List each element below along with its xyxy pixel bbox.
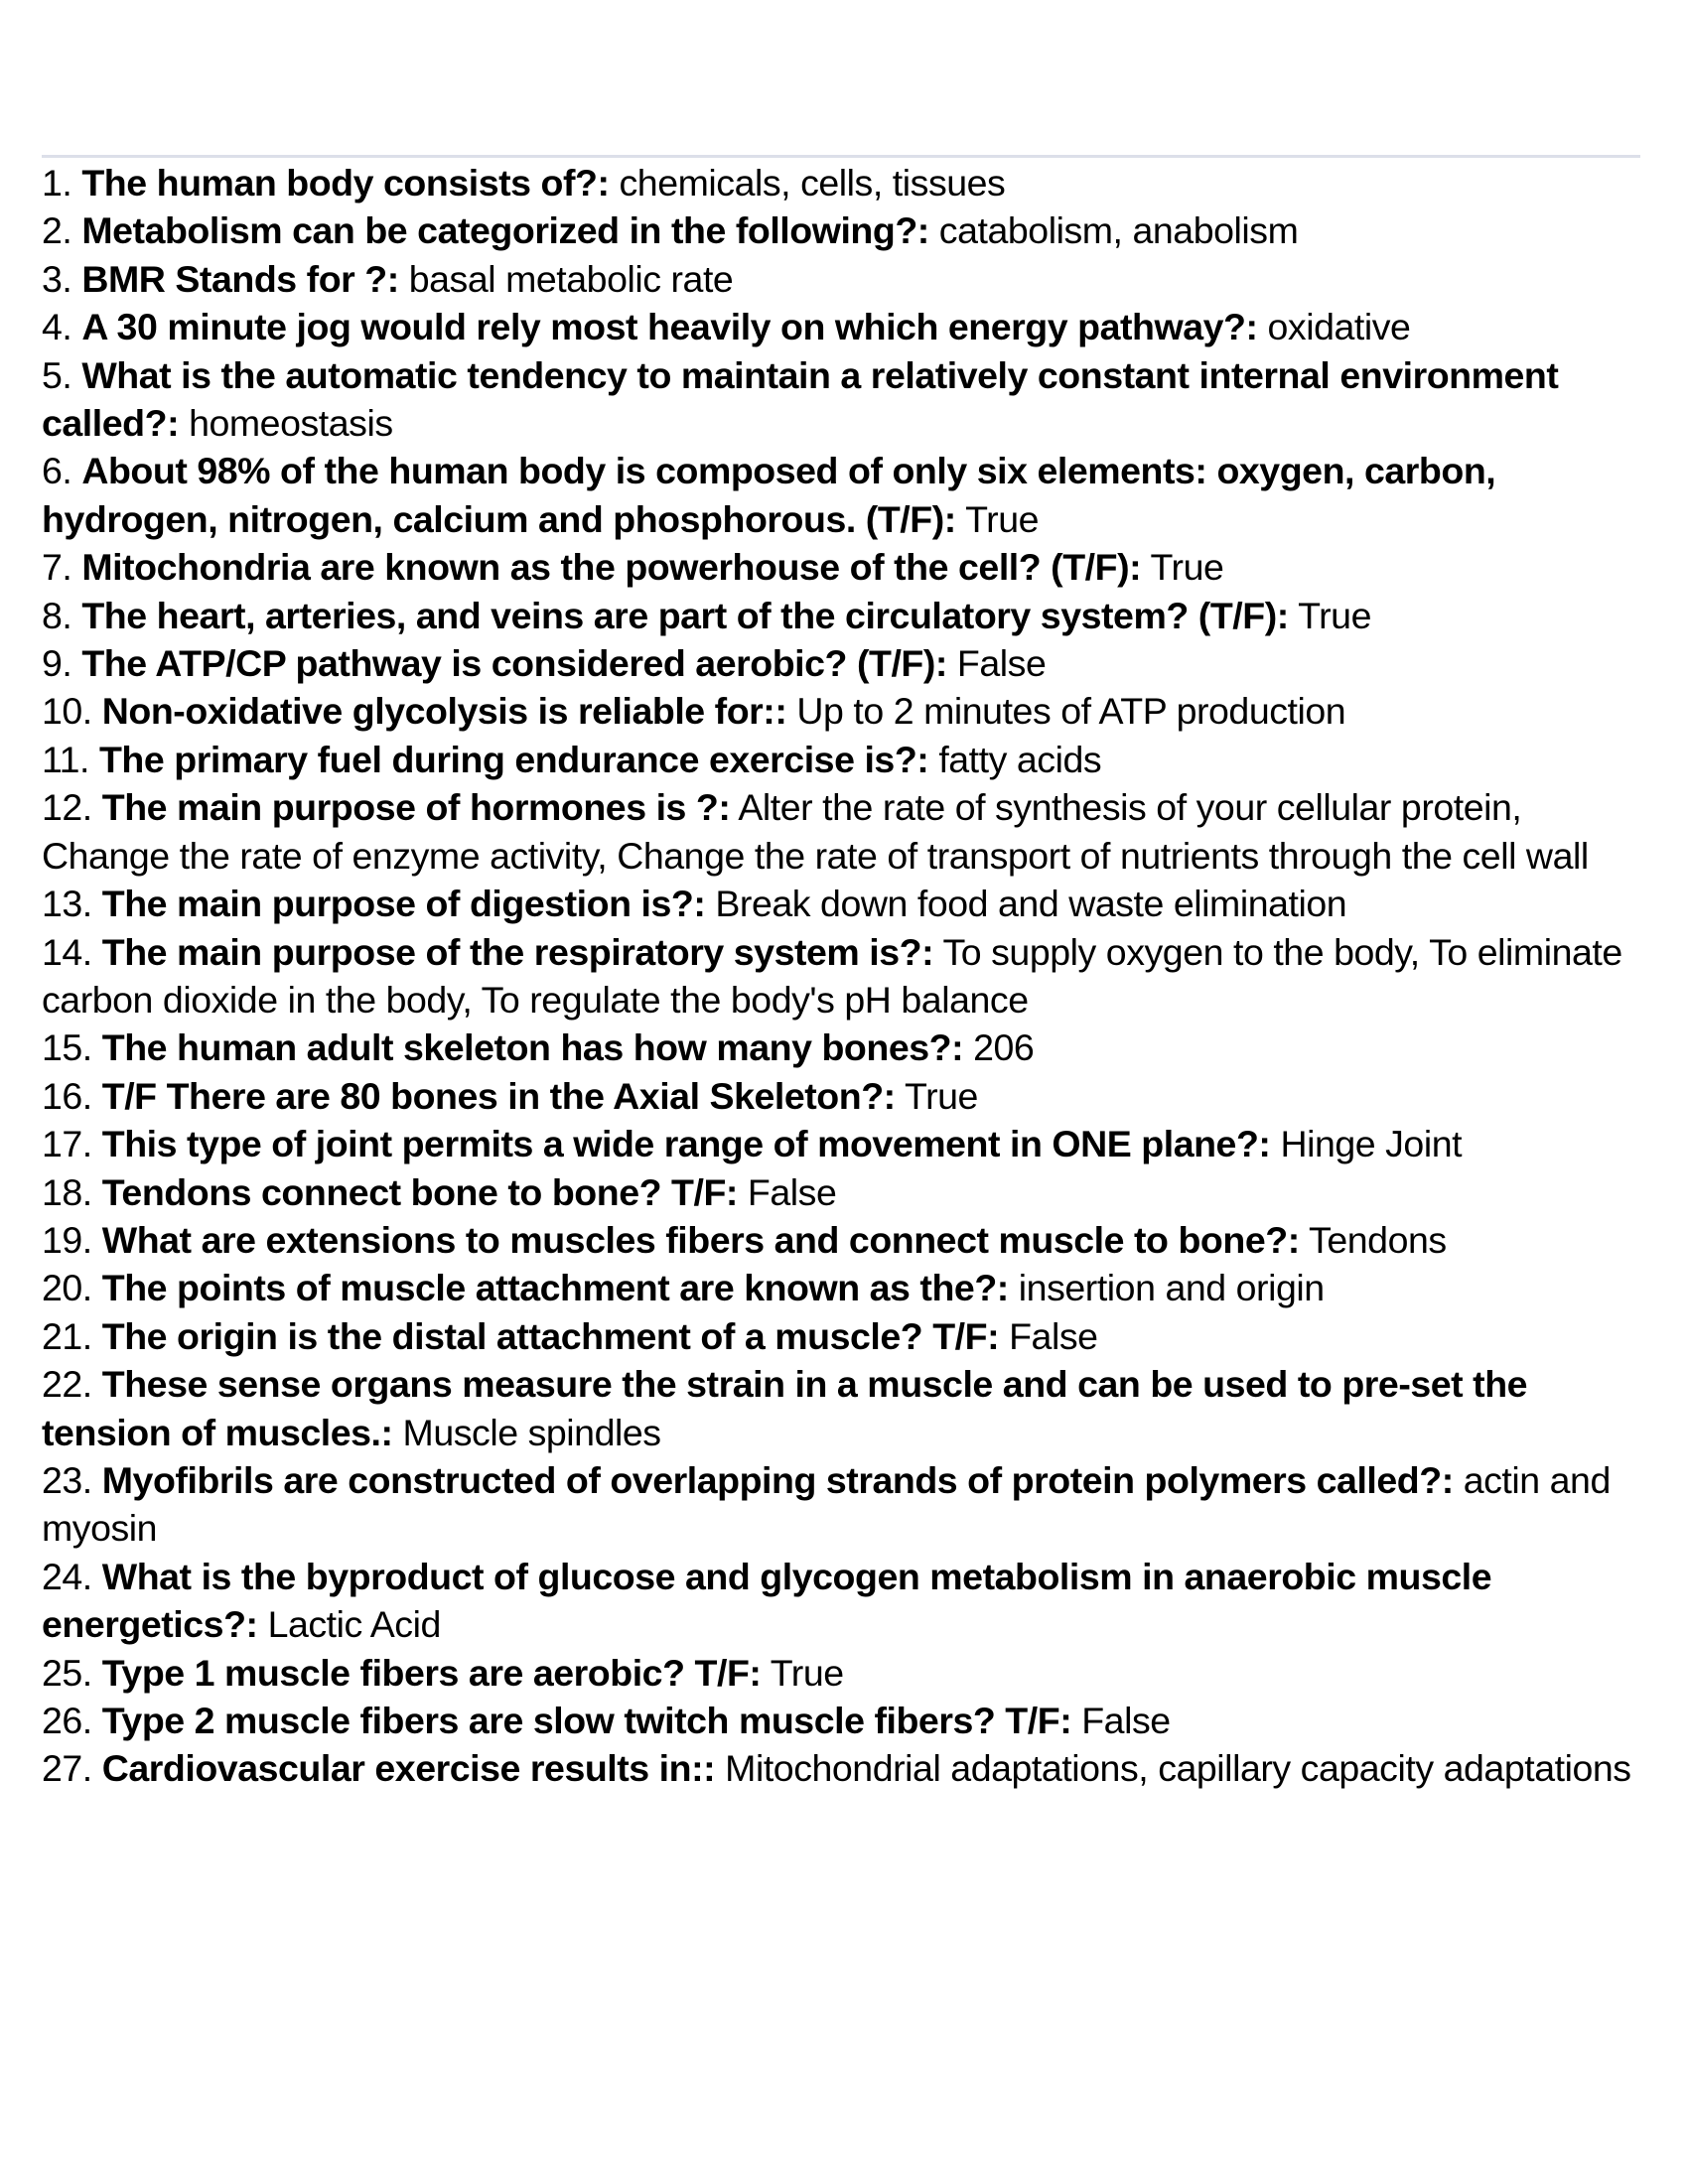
item-number: 13. — [42, 883, 92, 925]
item-number: 20. — [42, 1267, 92, 1309]
question-text: Type 1 muscle fibers are aerobic? T/F: — [101, 1651, 762, 1694]
list-item — [42, 1456, 1642, 1553]
question-text: The main purpose of digestion is?: — [101, 883, 706, 925]
list-item — [42, 1264, 1642, 1311]
list-item — [42, 1312, 1642, 1360]
question-text: The ATP/CP pathway is considered aerobic? (T/F): — [81, 642, 947, 685]
item-number: 2. — [42, 209, 72, 252]
item-number: 9. — [42, 642, 72, 685]
list-item — [42, 1024, 1642, 1071]
answer-text: 206 — [973, 1026, 1035, 1069]
answer-text: False — [956, 642, 1047, 685]
answer-text: True — [905, 1074, 978, 1117]
list-item — [42, 1168, 1642, 1216]
question-text: A 30 minute jog would rely most heavily on which energy pathway?: — [81, 306, 1258, 348]
answer-text: Alter the rate of synthesis of your cellular protein, Change the rate of enzyme activity, Change the rate of transport of nutrients through the cell wall — [42, 786, 1589, 877]
item-number: 23. — [42, 1458, 92, 1501]
answer-text: True — [965, 497, 1040, 540]
question-text: About 98% of the human body is composed of only six elements: oxygen, carbon, hydrogen, nitrogen, calcium and phosphorous. (T/F): — [42, 450, 1496, 540]
item-number: 7. — [42, 546, 72, 589]
list-item — [42, 303, 1642, 350]
item-number: 11. — [42, 738, 89, 780]
list-item — [42, 159, 1642, 206]
answer-text: True — [1150, 546, 1224, 589]
item-number: 24. — [42, 1555, 92, 1597]
item-number: 6. — [42, 450, 72, 492]
question-text: The primary fuel during endurance exercise is?: — [98, 738, 929, 780]
item-number: 4. — [42, 306, 72, 348]
question-text: Tendons connect bone to bone? T/F: — [101, 1170, 738, 1213]
item-number: 10. — [42, 690, 92, 733]
question-text: The main purpose of the respiratory system is?: — [101, 930, 934, 973]
question-text: This type of joint permits a wide range of movement in ONE plane?: — [101, 1123, 1271, 1165]
item-number: 14. — [42, 930, 92, 973]
item-number: 18. — [42, 1170, 92, 1213]
list-item — [42, 1120, 1642, 1167]
answer-text: True — [770, 1651, 844, 1694]
list-item — [42, 206, 1642, 254]
question-text: The main purpose of hormones is ?: — [101, 786, 731, 829]
item-number: 8. — [42, 594, 72, 636]
list-item — [42, 687, 1642, 735]
item-number: 17. — [42, 1123, 92, 1165]
item-number: 25. — [42, 1651, 92, 1694]
answer-text: insertion and origin — [1018, 1267, 1325, 1309]
answer-text: False — [1081, 1700, 1171, 1741]
item-number: 15. — [42, 1026, 92, 1069]
list-item — [42, 1216, 1642, 1264]
question-text: These sense organs measure the strain in a muscle and can be used to pre-set the tension of muscles.: — [42, 1363, 1528, 1453]
question-text: BMR Stands for ?: — [81, 257, 399, 300]
item-number: 1. — [42, 162, 72, 204]
question-text: The origin is the distal attachment of a muscle? T/F: — [101, 1314, 1000, 1357]
answer-text: basal metabolic rate — [408, 257, 734, 300]
question-text: Cardiovascular exercise results in:: — [101, 1747, 716, 1790]
question-text: The heart, arteries, and veins are part of the circulatory system? (T/F): — [81, 594, 1289, 636]
question-text: The human body consists of?: — [81, 162, 610, 204]
list-item — [42, 592, 1642, 639]
list-item — [42, 928, 1642, 1024]
list-item — [42, 1360, 1642, 1456]
answer-text: Hinge Joint — [1280, 1123, 1463, 1165]
answer-text: Mitochondrial adaptations, capillary capacity adaptations — [725, 1747, 1631, 1790]
question-text: Type 2 muscle fibers are slow twitch muscle fibers? T/F: — [101, 1700, 1072, 1741]
list-item — [42, 1744, 1642, 1792]
question-text: Non-oxidative glycolysis is reliable for:: — [101, 690, 787, 733]
item-number: 26. — [42, 1700, 92, 1741]
answer-text: True — [1298, 594, 1371, 636]
answer-text: chemicals, cells, tissues — [619, 162, 1006, 204]
item-number: 3. — [42, 257, 72, 300]
item-number: 16. — [42, 1074, 92, 1117]
question-text: What are extensions to muscles fibers and connect muscle to bone?: — [101, 1218, 1300, 1261]
flashcard-list — [42, 159, 1642, 1793]
list-item — [42, 1072, 1642, 1120]
answer-text: fatty acids — [938, 738, 1102, 780]
item-number: 27. — [42, 1747, 92, 1790]
answer-text: Break down food and waste elimination — [715, 883, 1347, 925]
answer-text: Lactic Acid — [267, 1603, 441, 1646]
question-text: Myofibrils are constructed of overlapping strands of protein polymers called?: — [101, 1458, 1454, 1501]
answer-text: Up to 2 minutes of ATP production — [796, 690, 1346, 733]
question-text: What is the automatic tendency to maintain a relatively constant internal environment called?: — [42, 353, 1559, 445]
question-text: What is the byproduct of glucose and glycogen metabolism in anaerobic muscle energetics?: — [42, 1555, 1492, 1646]
item-number: 12. — [42, 786, 92, 829]
question-text: The points of muscle attachment are known as the?: — [101, 1267, 1009, 1309]
list-item — [42, 255, 1642, 303]
list-item — [42, 880, 1642, 927]
question-text: Mitochondria are known as the powerhouse of the cell? (T/F): — [81, 546, 1142, 589]
item-number: 21. — [42, 1314, 92, 1357]
list-item — [42, 639, 1642, 687]
answer-text: oxidative — [1267, 306, 1411, 348]
answer-text: catabolism, anabolism — [938, 209, 1299, 252]
answer-text: To supply oxygen to the body, To eliminate carbon dioxide in the body, To regulate the body's pH balance — [42, 930, 1622, 1021]
list-item — [42, 736, 1642, 783]
answer-text: actin and myosin — [42, 1458, 1611, 1550]
header-divider — [42, 155, 1640, 158]
list-item — [42, 783, 1642, 880]
list-item — [42, 1553, 1642, 1649]
question-text: Metabolism can be categorized in the following?: — [81, 209, 929, 252]
list-item — [42, 543, 1642, 591]
answer-text: False — [1009, 1314, 1098, 1357]
item-number: 22. — [42, 1363, 92, 1406]
answer-text: homeostasis — [189, 402, 393, 445]
answer-text: Tendons — [1309, 1218, 1447, 1261]
item-number: 5. — [42, 353, 72, 396]
question-text: The human adult skeleton has how many bones?: — [101, 1026, 964, 1069]
question-text: T/F There are 80 bones in the Axial Skeleton?: — [101, 1074, 896, 1117]
answer-text: False — [747, 1170, 837, 1213]
item-number: 19. — [42, 1218, 92, 1261]
list-item — [42, 1649, 1642, 1697]
list-item — [42, 1697, 1642, 1744]
answer-text: Muscle spindles — [402, 1411, 661, 1453]
list-item — [42, 447, 1642, 543]
list-item — [42, 351, 1642, 448]
